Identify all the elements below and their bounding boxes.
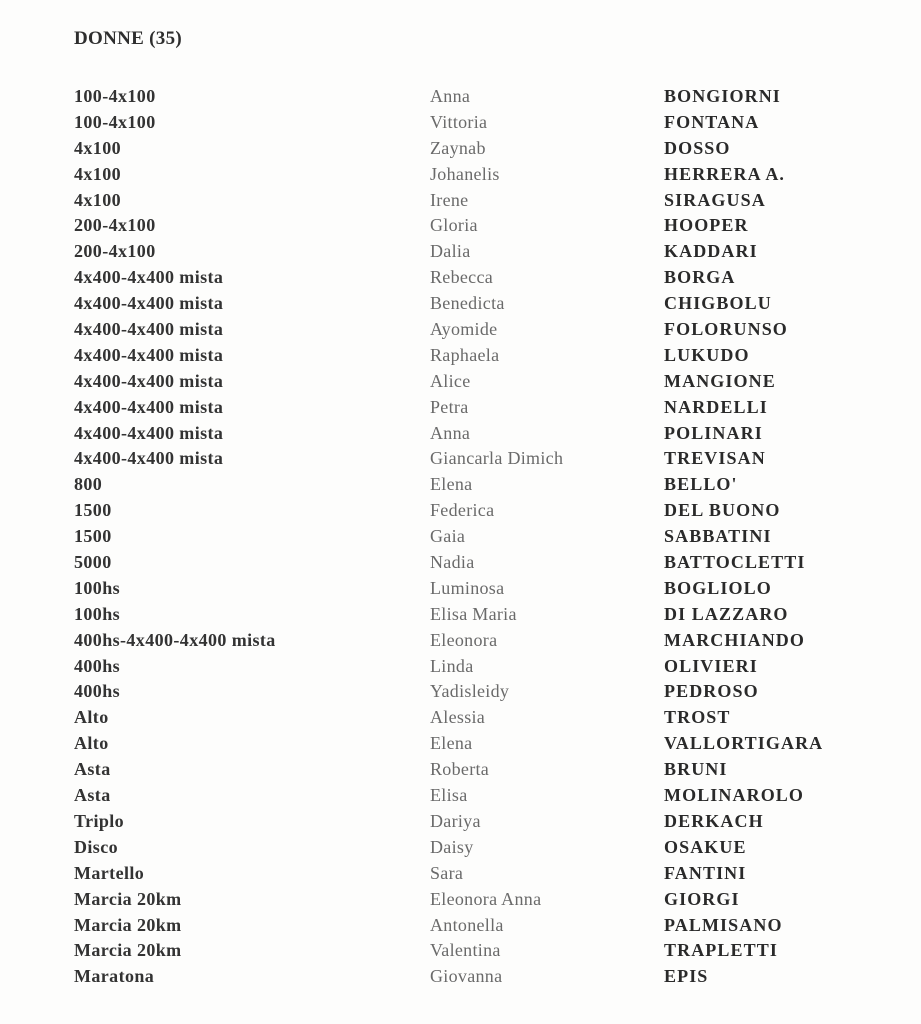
event-cell: Maratona (74, 966, 155, 987)
last-name-cell: BORGA (664, 267, 736, 288)
event-cell: 4x100 (74, 163, 121, 184)
athlete-row (74, 498, 874, 524)
last-name-cell: DOSSO (664, 137, 731, 158)
first-name-cell: Eleonora (430, 629, 498, 650)
first-name-cell: Luminosa (430, 577, 505, 598)
event-cell: 5000 (74, 552, 112, 573)
athlete-row (74, 835, 874, 861)
event-cell: Asta (74, 759, 111, 780)
last-name-cell: FANTINI (664, 862, 747, 883)
last-name-cell: GIORGI (664, 888, 740, 909)
first-name-cell: Rebecca (430, 267, 494, 288)
event-cell: 4x400-4x400 mista (74, 422, 224, 443)
athlete-row (74, 938, 874, 964)
athlete-row (74, 421, 874, 447)
athlete-row (74, 162, 874, 188)
last-name-cell: MOLINAROLO (664, 785, 805, 806)
event-cell: Marcia 20km (74, 888, 182, 909)
first-name-cell: Gloria (430, 215, 478, 236)
athlete-row (74, 188, 874, 214)
event-cell: 1500 (74, 500, 112, 521)
last-name-cell: HOOPER (664, 215, 749, 236)
athlete-row (74, 628, 874, 654)
first-name-cell: Elisa (430, 785, 468, 806)
athlete-row (74, 679, 874, 705)
first-name-cell: Anna (430, 86, 471, 106)
first-name-cell: Giovanna (430, 966, 503, 987)
last-name-cell: MANGIONE (664, 370, 776, 391)
last-name-cell: OLIVIERI (664, 655, 758, 676)
athlete-row (74, 783, 874, 809)
first-name-cell: Sara (430, 862, 464, 883)
last-name-cell: FOLORUNSO (664, 319, 788, 340)
event-cell: Triplo (74, 810, 125, 831)
athlete-row (74, 550, 874, 576)
first-name-cell: Benedicta (430, 293, 505, 314)
last-name-cell: PEDROSO (664, 681, 759, 702)
event-cell: 100hs (74, 603, 121, 624)
last-name-cell: BOGLIOLO (664, 577, 772, 598)
last-name-cell: KADDARI (664, 241, 758, 262)
last-name-cell: HERRERA A. (664, 163, 786, 184)
last-name-cell: SABBATINI (664, 526, 772, 547)
last-name-cell: CHIGBOLU (664, 293, 772, 314)
athlete-row (74, 446, 874, 472)
first-name-cell: Roberta (430, 759, 490, 780)
event-cell: Alto (74, 733, 109, 754)
last-name-cell: BELLO' (664, 474, 738, 495)
athlete-row (74, 84, 874, 110)
athlete-list (74, 84, 874, 990)
athlete-row (74, 731, 874, 757)
event-cell: 4x400-4x400 mista (74, 396, 224, 417)
last-name-cell: BONGIORNI (664, 86, 781, 106)
first-name-cell: Linda (430, 655, 474, 676)
first-name-cell: Zaynab (430, 137, 486, 158)
athlete-row (74, 654, 874, 680)
last-name-cell: FONTANA (664, 111, 760, 132)
first-name-cell: Elena (430, 474, 473, 495)
first-name-cell: Elisa Maria (430, 603, 517, 624)
athlete-row (74, 291, 874, 317)
first-name-cell: Daisy (430, 836, 474, 857)
athlete-row (74, 576, 874, 602)
last-name-cell: PALMISANO (664, 914, 783, 935)
first-name-cell: Alessia (430, 707, 486, 728)
first-name-cell: Antonella (430, 914, 504, 935)
event-cell: 4x400-4x400 mista (74, 448, 224, 469)
first-name-cell: Yadisleidy (430, 681, 510, 702)
last-name-cell: TREVISAN (664, 448, 766, 469)
first-name-cell: Anna (430, 422, 471, 443)
last-name-cell: DI LAZZARO (664, 603, 789, 624)
athlete-row (74, 757, 874, 783)
first-name-cell: Eleonora Anna (430, 888, 542, 909)
athlete-row (74, 317, 874, 343)
event-cell: Martello (74, 862, 145, 883)
last-name-cell: TRAPLETTI (664, 940, 778, 961)
first-name-cell: Irene (430, 189, 469, 210)
last-name-cell: DERKACH (664, 810, 764, 831)
event-cell: 4x400-4x400 mista (74, 267, 224, 288)
first-name-cell: Gaia (430, 526, 466, 547)
last-name-cell: VALLORTIGARA (664, 733, 824, 754)
first-name-cell: Petra (430, 396, 469, 417)
last-name-cell: MARCHIANDO (664, 629, 805, 650)
last-name-cell: TROST (664, 707, 731, 728)
athlete-row (74, 705, 874, 731)
event-cell: 200-4x100 (74, 241, 156, 262)
event-cell: 100hs (74, 577, 121, 598)
athlete-row (74, 913, 874, 939)
event-cell: 400hs-4x400-4x400 mista (74, 629, 276, 650)
athlete-row (74, 369, 874, 395)
first-name-cell: Vittoria (430, 111, 488, 132)
event-cell: 4x400-4x400 mista (74, 293, 224, 314)
athlete-row (74, 136, 874, 162)
event-cell: Asta (74, 785, 111, 806)
first-name-cell: Valentina (430, 940, 501, 961)
last-name-cell: LUKUDO (664, 344, 750, 365)
athlete-row (74, 472, 874, 498)
athlete-row (74, 524, 874, 550)
first-name-cell: Nadia (430, 552, 475, 573)
athlete-row (74, 265, 874, 291)
athlete-row (74, 213, 874, 239)
athlete-row (74, 395, 874, 421)
event-cell: 200-4x100 (74, 215, 156, 236)
event-cell: Disco (74, 836, 118, 857)
page-title: DONNE (35) (74, 28, 183, 49)
last-name-cell: EPIS (664, 966, 709, 987)
first-name-cell: Dalia (430, 241, 471, 262)
event-cell: Alto (74, 707, 109, 728)
event-cell: 1500 (74, 526, 112, 547)
athlete-row (74, 809, 874, 835)
event-cell: 4x400-4x400 mista (74, 370, 224, 391)
first-name-cell: Dariya (430, 810, 481, 831)
first-name-cell: Federica (430, 500, 495, 521)
event-cell: Marcia 20km (74, 940, 182, 961)
event-cell: 4x400-4x400 mista (74, 344, 224, 365)
athlete-row (74, 343, 874, 369)
athlete-row (74, 861, 874, 887)
last-name-cell: BATTOCLETTI (664, 552, 806, 573)
last-name-cell: BRUNI (664, 759, 728, 780)
event-cell: 400hs (74, 655, 121, 676)
last-name-cell: OSAKUE (664, 836, 747, 857)
athlete-row (74, 239, 874, 265)
athlete-row (74, 602, 874, 628)
first-name-cell: Johanelis (430, 163, 500, 184)
event-cell: 800 (74, 474, 103, 495)
event-cell: 4x100 (74, 137, 121, 158)
event-cell: Marcia 20km (74, 914, 182, 935)
last-name-cell: NARDELLI (664, 396, 768, 417)
first-name-cell: Elena (430, 733, 473, 754)
first-name-cell: Alice (430, 370, 471, 391)
first-name-cell: Giancarla Dimich (430, 448, 564, 469)
last-name-cell: SIRAGUSA (664, 189, 766, 210)
first-name-cell: Ayomide (430, 319, 498, 340)
athlete-row (74, 110, 874, 136)
last-name-cell: POLINARI (664, 422, 763, 443)
event-cell: 100-4x100 (74, 86, 156, 106)
event-cell: 100-4x100 (74, 111, 156, 132)
event-cell: 400hs (74, 681, 121, 702)
event-cell: 4x100 (74, 189, 121, 210)
event-cell: 4x400-4x400 mista (74, 319, 224, 340)
last-name-cell: DEL BUONO (664, 500, 781, 521)
athlete-row (74, 964, 874, 990)
athlete-row (74, 887, 874, 913)
first-name-cell: Raphaela (430, 344, 500, 365)
